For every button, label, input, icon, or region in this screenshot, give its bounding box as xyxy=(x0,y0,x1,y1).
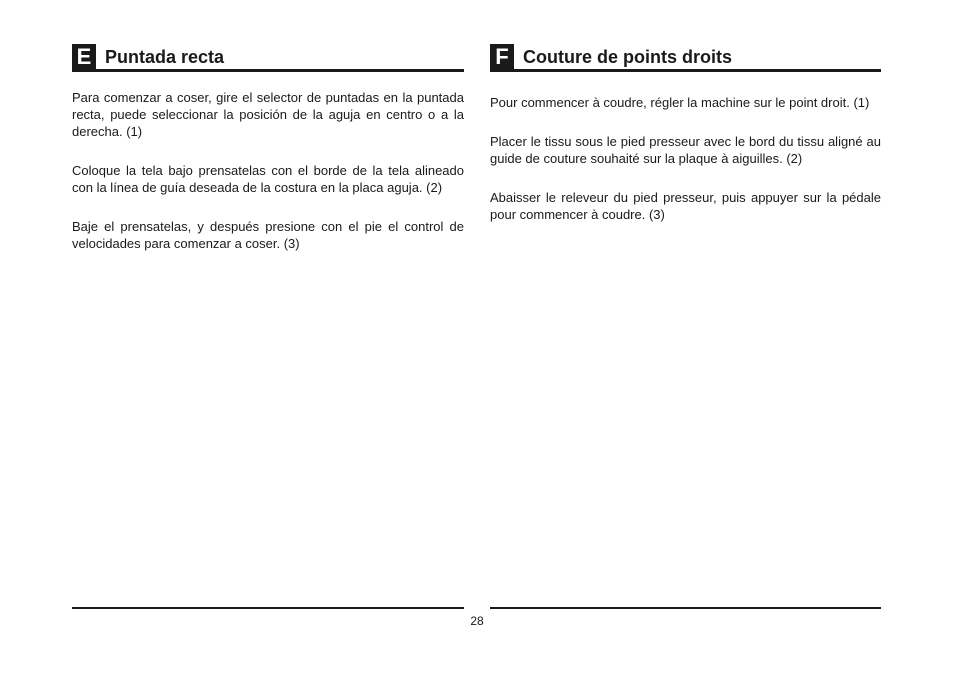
spanish-paragraph-2: Coloque la tela bajo prensatelas con el borde de la tela alineado con la línea de guía deseada de la costura en la placa aguja. (2) xyxy=(72,163,464,195)
spanish-section-header xyxy=(72,44,464,72)
french-section-title: Couture de points droits xyxy=(523,46,732,67)
language-badge-e: E xyxy=(72,44,96,69)
spanish-paragraph-3: Baje el prensatelas, y después presione con el pie el control de velocidades para comenzar a coser. (3) xyxy=(72,219,464,251)
french-section xyxy=(490,44,881,223)
french-paragraph-3: Abaisser le releveur du pied presseur, puis appuyer sur la pédale pour commencer à coudre. (3) xyxy=(490,190,881,222)
spanish-section xyxy=(72,44,464,252)
footer-divider-left xyxy=(72,607,464,609)
footer-divider-right xyxy=(490,607,881,609)
language-badge-f: F xyxy=(490,44,514,69)
french-section-header xyxy=(490,44,881,72)
french-paragraph-2: Placer le tissu sous le pied presseur avec le bord du tissu aligné au guide de couture souhaité sur la plaque à aiguilles. (2) xyxy=(490,134,881,166)
spanish-section-title: Puntada recta xyxy=(105,46,225,67)
page-number: 28 xyxy=(470,614,484,628)
french-paragraph-1: Pour commencer à coudre, régler la machine sur le point droit. (1) xyxy=(490,95,870,110)
spanish-paragraph-1: Para comenzar a coser, gire el selector de puntadas en la puntada recta, puede seleccionar la posición de la aguja en centro o a la derecha. (1) xyxy=(72,90,464,139)
